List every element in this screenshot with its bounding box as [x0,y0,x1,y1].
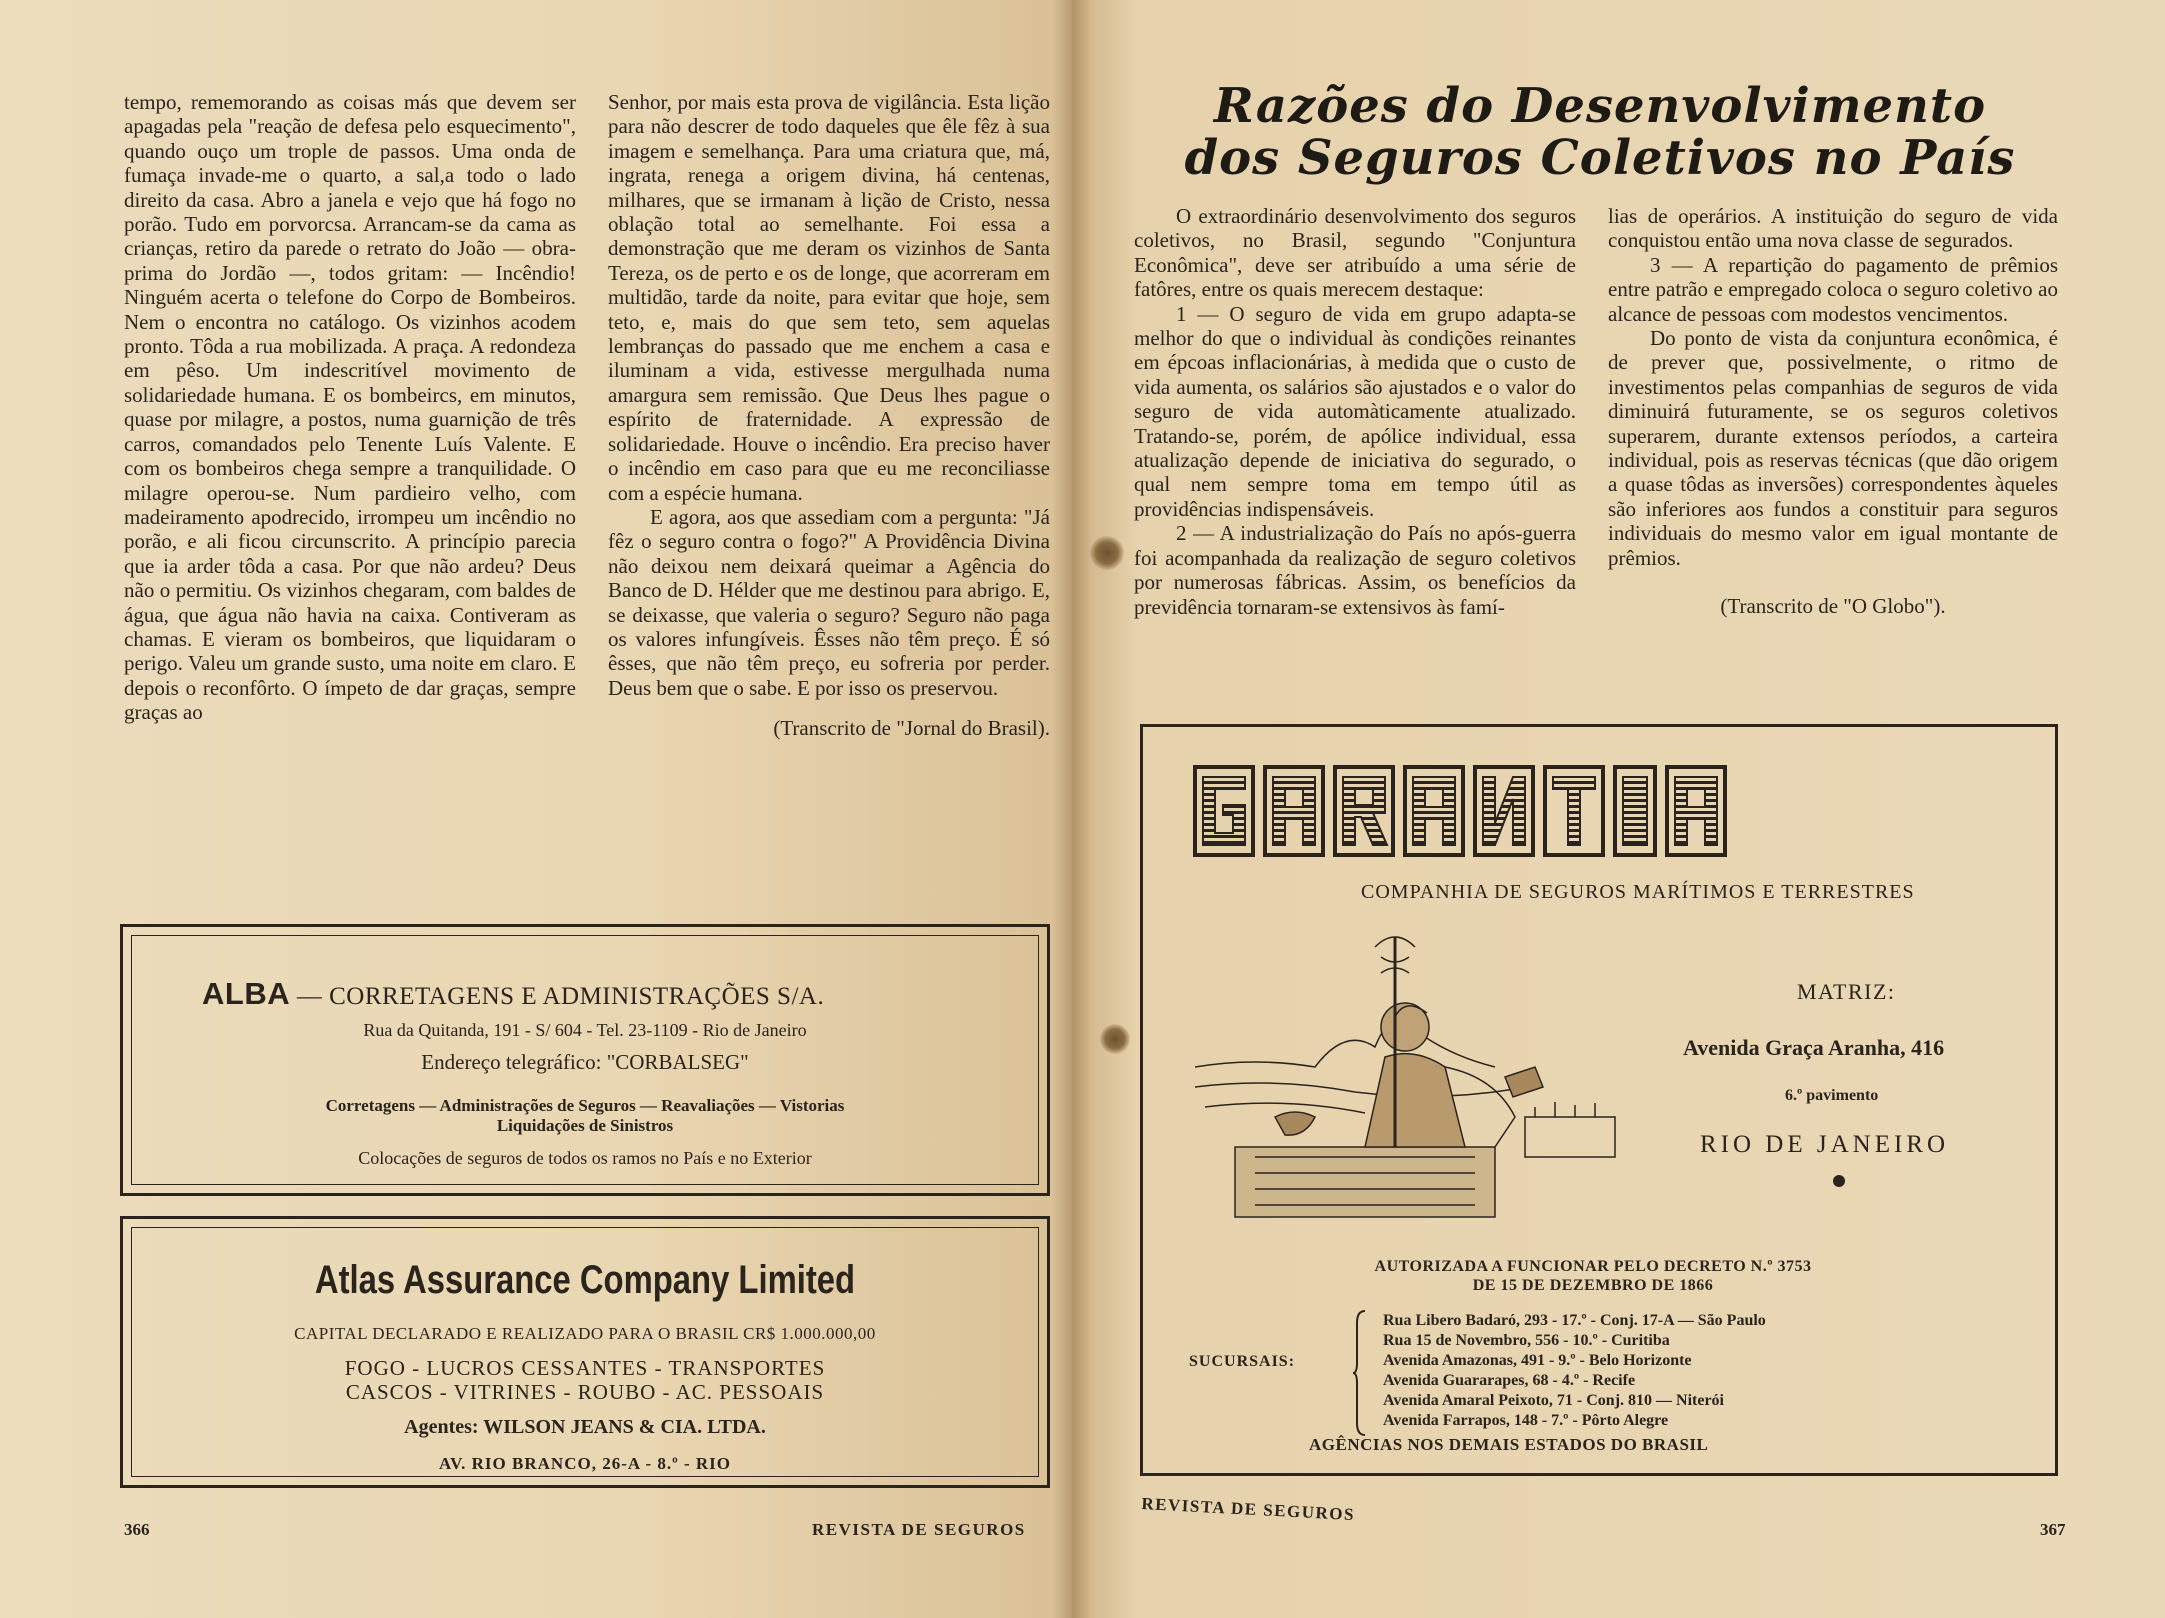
article-title [1140,80,2060,184]
atlas-capital: CAPITAL DECLARADO E REALIZADO PARA O BRASIL CR$ 1.000.000,00 [294,1324,876,1343]
paragraph: E agora, aos que assediam com a pergunta: "Já fêz o seguro contra o fogo?" A Providência Divina não deixou nem deixará queimar a Agência do Banco de D. Hélder que me destinou para abrigo. E, se deixasse, que valeria o seguro? Seguro não paga os valores infungíveis. Êsses não têm preço. É só êsses, que não têm preço, eu sofreria por perder. Deus bem que o sabe. E por isso os preservou. [608,504,1050,700]
atlas-risks-line-2: CASCOS - VITRINES - ROUBO - AC. PESSOAIS [345,1380,825,1404]
garantia-branches-list [1383,1311,1766,1431]
alba-services [132,1096,1038,1136]
atlas-title: Atlas Assurance Company Limited [314,1258,856,1302]
garantia-matriz-label: MATRIZ: [1797,979,1896,1004]
article-title-line-1: Razões do Desenvolvimento [1213,78,1987,134]
atlas-address: AV. RIO BRANCO, 26-A - 8.º - RIO [438,1454,731,1473]
paragraph: 3 — A repartição do pagamento de prêmios entre patrão e empregado coloca o seguro coletivo ao alcance de pessoas com modestos vencimentos. [1608,252,2058,326]
alba-advertisement [120,924,1050,1196]
allegory-illustration [1195,917,1625,1237]
list-item: Rua 15 de Novembro, 556 - 10.º - Curitiba [1383,1332,1670,1349]
garantia-branches-label: SUCURSAIS: [1189,1353,1296,1370]
garantia-agencies: AGÊNCIAS NOS DEMAIS ESTADOS DO BRASIL [1309,1435,1709,1454]
page-number-right: 367 [2040,1520,2066,1539]
article-title-line-2: dos Seguros Coletivos no País [1184,130,2016,186]
atlas-inner-frame [131,1227,1039,1477]
garantia-city: RIO DE JANEIRO [1700,1131,1950,1158]
left-page [0,0,1072,1618]
running-head-left: REVISTA DE SEGUROS [812,1520,1026,1539]
garantia-advertisement [1140,724,2058,1476]
garantia-floor: 6.º pavimento [1785,1087,1879,1104]
left-column-2 [608,90,1050,741]
alba-services-line-2: Liquidações de Sinistros [496,1116,674,1135]
left-column-1 [124,90,576,725]
alba-inner-frame [131,935,1039,1185]
bullet-dot [1833,1175,1845,1187]
atlas-agents: Agentes: WILSON JEANS & CIA. LTDA. [404,1416,766,1438]
list-item: Avenida Amaral Peixoto, 71 - Conj. 810 — Niterói [1383,1392,1724,1409]
right-column-1 [1134,204,1576,619]
source-credit: (Transcrito de "O Globo"). [1720,594,1946,619]
paragraph: 1 — O seguro de vida em grupo adapta-se melhor do que o individual às condições reinantes em épcoas inflacionárias, à medida que o custo de vida aumenta, os salários são ajustados e o valor do seguro de vida automàticamente atualizado. Tratando-se, porém, de apólice individual, essa atualização depende de iniciativa do segurado, o qual nem sempre toma em tempo útil as providências indispensáveis. [1134,301,1576,521]
source-credit: (Transcrito de "Jornal do Brasil). [773,716,1050,741]
alba-telegraph: Endereço telegráfico: "CORBALSEG" [421,1050,749,1074]
staple-hole [1100,1024,1130,1054]
list-item: Rua Libero Badaró, 293 - 17.º - Conj. 17-A — São Paulo [1383,1312,1766,1329]
atlas-risks-line-1: FOGO - LUCROS CESSANTES - TRANSPORTES [344,1356,826,1380]
garantia-subtitle: COMPANHIA DE SEGUROS MARÍTIMOS E TERRESTRES [1361,881,1915,903]
alba-company-name: — CORRETAGENS E ADMINISTRAÇÕES S/A. [290,983,825,1010]
garantia-logo-glyphs [1195,767,1725,855]
list-item: Avenida Amazonas, 491 - 9.º - Belo Horizonte [1383,1352,1692,1369]
alba-brand: ALBA [202,976,291,1011]
paragraph: 2 — A industrialização do País no após-guerra foi acompanhada da realização de seguro coletivos por numerosas fábricas. Assim, os benefícios da previdência tornaram-se extensivos às famí- [1134,521,1576,619]
garantia-authorization-line-2: DE 15 DE DEZEMBRO DE 1866 [1472,1277,1714,1294]
list-item: Avenida Guararapes, 68 - 4.º - Recife [1383,1372,1636,1389]
right-column-2 [1608,204,2058,619]
brace-icon [1353,1309,1367,1437]
alba-services-line-1: Corretagens — Administrações de Seguros — Reavaliações — Vistorias [325,1096,845,1115]
running-head-right: REVISTA DE SEGUROS [1141,1494,1356,1525]
list-item: Avenida Farrapos, 148 - 7.º - Pôrto Alegre [1383,1412,1669,1429]
paragraph: lias de operários. A instituição do seguro de vida conquistou então uma nova classe de segurados. [1608,204,2058,253]
page-number-left: 366 [124,1520,150,1539]
staple-hole [1090,536,1124,570]
garantia-authorization [1293,1257,1893,1295]
atlas-risks [132,1356,1038,1404]
paragraph: Do ponto de vista da conjuntura econômica, é de prever que, possivelmente, o ritmo de investimentos pelas companhias de seguros de vida diminuirá futuramente, se os seguros coletivos superarem, durante extensos períodos, a carteira individual, pois as reservas técnicas (que dão origem a quase tôdas as inversões) correspondentes àqueles são inferiores aos fundos a constituir para seguros individuais do mesmo valor em igual montante de prêmios. [1608,326,2058,570]
paragraph: tempo, rememorando as coisas más que devem ser apagadas pela "reação de defesa pelo esquecimento", quando ouço um trople de passos. Uma onda de fumaça invade-me o quarto, a sal,a todo o lado direito da casa. Abro a janela e vejo que há fogo no porão. Tudo em porvorcsa. Arrancam-se da cama as crianças, retiro da parede o retrato do João — obra-prima do Jordão —, todos gritam: — Incêndio! Ninguém acerta o telefone do Corpo de Bombeiros. Nem o encontra no catálogo. Os vizinhos acodem pronto. Tôda a rua mobilizada. A praça. A redondeza em pêso. Um indescritível movimento de solidariedade humana. E os bombeircs, em minutos, quase por milagre, a postos, numa guarnição de três carros, comandados pelo Tenente Luís Valente. E com os bombeiros chega sempre a tranquilidade. O milagre operou-se. Num pardieiro velho, com madeiramento apodrecido, irrompeu um incêndio no porão, e ali ficou circunscrito. A princípio parecia que ia arder tôda a casa. Por que não ardeu? Deus não o permitiu. Os vizinhos chegaram, com baldes de água, que água não havia na caixa. Contiveram as chamas. E vieram os bombeiros, que liquidaram o perigo. Valeu um grande susto, uma noite em claro. E depois o reconfôrto. O ímpeto de dar graças, sempre graças ao [124,90,576,725]
alba-address: Rua da Quitanda, 191 - S/ 604 - Tel. 23-1109 - Rio de Janeiro [363,1020,807,1040]
paragraph: Senhor, por mais esta prova de vigilância. Esta lição para não descrer de todo daqueles que êle fêz à sua imagem e semelhança. Para uma criatura que, má, ingrata, renega a origem divina, há centenas, milhares, que se irmanam à lição de Cristo, nessa oblação total ao semelhante. Foi essa a demonstração que me deram os vizinhos de Santa Tereza, os de perto e os de longe, que acorreram em multidão, tarde da noite, para evitar que hoje, sem teto, e, mais do que sem teto, sem aquelas lembranças do passado que me enchem a casa e iluminam a vida, estivesse mergulhada numa amargura sem remissão. Que Deus lhes pague o espírito de fraternidade. A expressão de solidariedade. Houve o incêndio. Era preciso haver o incêndio em caso para que eu me reconciliasse com a espécie humana. [608,90,1050,505]
alba-header [202,976,824,1012]
alba-placements: Colocações de seguros de todos os ramos no País e no Exterior [358,1148,812,1168]
garantia-logo [1193,763,1753,859]
paragraph: O extraordinário desenvolvimento dos seguros coletivos, no Brasil, segundo "Conjuntura Econômica", deve ser atribuído a uma série de fatôres, entre os quais merecem destaque: [1134,204,1576,302]
garantia-authorization-line-1: AUTORIZADA A FUNCIONAR PELO DECRETO N.º 3753 [1374,1258,1812,1275]
book-gutter [1052,0,1092,1618]
atlas-advertisement [120,1216,1050,1488]
right-page [1072,0,2165,1618]
garantia-avenue: Avenida Graça Aranha, 416 [1683,1035,1945,1060]
